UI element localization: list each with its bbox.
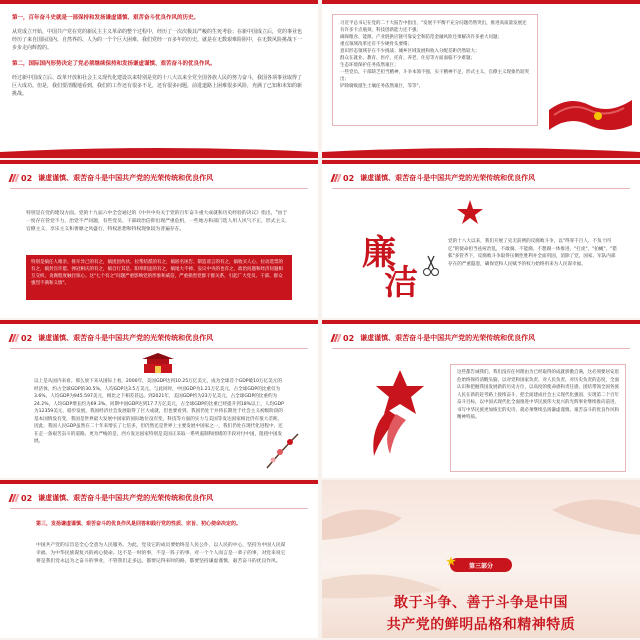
resolution-text: 特别是在党的建设方面。党的十九届六中全会通过的《中共中央关于党的百年奋斗重大成就和历史经验的决议》指出，"由于一度存在管党不力、治党不严问题，有些党员、干部政治信仰出现严重危机，一些地方和部门选人用人风气不正，形式主义、官僚主义、享乐主义和奢靡之风盛行，特权思想和特权现象较为普遍存在。 <box>26 211 290 232</box>
red-star-icon <box>457 200 483 224</box>
scissors-icon <box>422 255 440 277</box>
chevron-bars-icon <box>10 494 18 502</box>
plum-blossom-decoration <box>262 430 302 470</box>
quote-item-6: 生态环境保护任务依然艰巨； <box>340 63 399 68</box>
part-label: 第三部分 <box>468 562 493 570</box>
slide-1-body <box>12 14 306 98</box>
quote-item-7: 一些党员、干部缺乏担当精神，斗争本领不强，实干精神不足，形式主义、官僚主义现象仍较突出； <box>340 70 529 82</box>
section-header <box>10 170 213 186</box>
seven-problems-box <box>26 255 292 300</box>
tiananmen-icon <box>140 352 176 374</box>
section-header <box>10 330 213 346</box>
quote-item-3: 重点领域改革还有不少硬骨头要啃； <box>340 42 412 47</box>
section-title-line-2: 共产党的鲜明品格和精神特质 <box>386 617 576 633</box>
top-bar <box>0 160 318 164</box>
header-divider <box>10 508 308 509</box>
quote-item-2: 确保粮食、能源、产业链供应链可靠安全和防范金融风险还须解决许多重大问题； <box>340 35 502 40</box>
chevron-bars-icon <box>10 174 18 182</box>
section-number: 02 <box>10 334 32 343</box>
point-1-heading: 第一，百年奋斗史就是一部保持和发扬谦虚谨慎、艰苦奋斗优良作风的历史。 <box>12 15 200 21</box>
point-2-text: 经过新中国成立后、改革开放和社会主义现代化建设以来特别是党的十八大以来全党全国各族人民的努力奋斗，我国各项事业取得了巨大成功。但是，我们要清醒地看到，我们的工作还有很多不足，还有很多问题，前进道路上困难很多风险，充满了已知和未知的新挑战。 <box>12 75 303 97</box>
slide-1[interactable] <box>0 0 318 158</box>
point-1-text: 从党成立开始，中国共产党在党的新民主主义革命的整个过程中，经历了一次次极其严峻的生死考验；在新中国成立后，党的事业也经历了来自国际国内、自然界的、人为的一个个巨大困难，我们党经一百多年的历史，就是在无数艰难险阻中，在无数风险挑战下一步步走向辉煌的。 <box>12 29 303 51</box>
seven-problems-text: 特别是搞任人唯亲、排斥异己的有之，搞团团伙伙、拉帮结派的有之，搞匿名诬告、制造谣言的有之，搞收买人心、拉动选票的有之，搞封官许愿、弹冠相庆的有之，搞自行其是、阳奉阴违的有之，搞尾大不掉、妄议中央的也有之，政治问题和经济问题相互交织，贪腐程度触目惊心。这"七个有之"问题严重影响党的形象和威信，严重损害党群干群关系，引起广大党员、干部、群众强烈不满和义愤"。 <box>31 260 283 286</box>
self-reflection-text: 这些都告诫我们，我们没有任何理由为已经取得的成就骄傲自满，这必须要居安思危始终保持清醒头脑，以对党和国家负责、对人民负责、对历史负责的态度，全面认识和把握我国发展新的历史方位，以高度的使命感和责任感，团结带领全国各族人民在新的赶考路上接续奋斗，把全面建成社会主义现代化强国、实现第二个百年奋斗目标，以中国式现代化全面推进中华民族伟大复兴的光辉事业继续推向前进，书写中华民族更加恢宏的史诗，就必须继续弘扬谦虚谨慎、艰苦奋斗的优良作风和精神特质。 <box>457 370 619 420</box>
header-divider <box>10 188 308 189</box>
part-badge <box>450 558 512 572</box>
bottom-wave <box>322 142 640 158</box>
point-3-text: 中国共产党的宗旨是全心全意为人民服务。为此，党及它的成员要始终是人民公仆，以人民的中心，坚持为中国人民谋幸福、为中华民族谋复兴的初心使命。这不是一时的事，不是一阵子的事，对一个个人而言是一辈子的事，对党来说它将是我们党永远为之奋斗的事业，不管我们走多远，都要记得来时的路，都要坚持谦虚谨慎、艰苦奋斗的优良作风。 <box>36 543 286 564</box>
section-title-line-1: 敢于斗争、善于斗争是中国 <box>394 595 568 611</box>
point-3-heading: 第三，发扬谦虚谨慎、艰苦奋斗的优良作风是回答和践行党的性质、宗旨、初心使命决定的。 <box>36 521 242 527</box>
gold-star-icon <box>446 556 456 566</box>
calligraphy-char-1: 廉 <box>362 233 396 273</box>
section-number: 02 <box>10 174 32 183</box>
quote-box <box>332 14 538 126</box>
calligraphy-char-2: 洁 <box>384 263 418 303</box>
anti-corruption-text: 党的十八大以来，我们开展了史无前例的反腐败斗争，以"得罪千百人、不负十四亿"的使命担当祛疴治乱，不敢腐、不能腐、不想腐一体推进，"打虎"、"拍蝇"、"猎狐"多管齐下，反腐败斗争取得压倒性胜利并全面巩固，消除了党、国家、军队内部存在的严重隐患，确保党和人民赋予的权力始终用来为人民谋幸福。 <box>448 239 617 267</box>
top-bar <box>322 160 640 164</box>
slide-8[interactable] <box>322 480 640 638</box>
warning-text-box <box>450 364 626 472</box>
top-bar <box>322 0 640 4</box>
slide-2[interactable] <box>322 0 640 158</box>
top-bar <box>0 0 318 4</box>
section-title: 谦虚谨慎、艰苦奋斗是中国共产党的光荣传统和优良作风 <box>38 174 214 182</box>
slide-6[interactable] <box>322 320 640 478</box>
quote-item-5: 群众在就业、教育、医疗、托育、养老、住房等方面面临不少难题； <box>340 56 475 61</box>
section-header <box>332 170 535 186</box>
top-bar <box>0 480 318 484</box>
chevron-bars-icon <box>332 334 340 342</box>
section-title: 谦虚谨慎、艰苦奋斗是中国共产党的光荣传统和优良作风 <box>38 334 214 342</box>
shooting-star-icon <box>360 368 440 458</box>
section-title: 谦虚谨慎、艰苦奋斗是中国共产党的光荣传统和优良作风 <box>360 174 536 182</box>
gdp-comparison-text: 以上是从国内来看。那么放下来从国际上看，2000年，美国GDP达到10.25万亿美元，成为全球首个GDP破10万亿美元的经济体，约占全球GDP的30.5%。人均GDP达3.5万美元。与此同时，中国GDP为1.21万亿美元，占全球GDP的比重仅为3.6%，人均GDP为945.597美元，相比之下相差甚远。到2021年，美国GDP约为23万亿美元，占全球GDP的比重约为24.2%，人均GDP增长约为69.3%。同期中国GDP达到17.7万亿美元，占全球GDP的比重已经提升到18%以上，人均GDP为12359美元，稳步发展。我国经济社会发展取得了巨大成就，但也要看到，我国仍处于并将长期处于社会主义初级阶段的基本国情没有变，我国是世界最大发展中国家的国际地位没有变，科技等方面的实力与美国等发达国家相比仍有很大差距。因此，我国人民GDP虽然在二十年来增长了七倍多，但仍然还是世界上主要发展中国家之一，我们仍处在现代化进程中，还在走一条艰苦奋斗的道路。更为严峻的是，西方发达国家特别是美国正采取一系列遏制和围堵的手段对付中国，阻挠中国发展。 <box>34 379 284 444</box>
chevron-bars-icon <box>10 334 18 342</box>
point-2-heading: 第二，国际国内形势决定了党必须继续保持和发扬谦虚谨慎、艰苦奋斗的优良作风。 <box>12 61 216 67</box>
chevron-bars-icon <box>332 174 340 182</box>
bottom-wave <box>0 142 318 158</box>
party-flag-decoration <box>544 70 634 140</box>
section-header <box>332 330 535 346</box>
top-bar <box>322 320 640 324</box>
slide-5[interactable] <box>0 320 318 478</box>
section-number: 02 <box>10 494 32 503</box>
header-divider <box>332 188 630 189</box>
section-title: 谦虚谨慎、艰苦奋斗是中国共产党的光荣传统和优良作风 <box>38 494 214 502</box>
quote-item-1: 习近平总书记在党的二十大报告中指出，"发展不平衡不充分问题仍然突出，推进高质量发展还有许多卡点瓶颈，科技创新能力还不强； <box>340 21 527 33</box>
top-bar <box>0 320 318 324</box>
slide-3[interactable] <box>0 160 318 318</box>
section-title: 谦虚谨慎、艰苦奋斗是中国共产党的光荣传统和优良作风 <box>360 334 536 342</box>
section-header <box>10 490 213 506</box>
header-divider <box>332 348 630 349</box>
quote-item-4: 意识形态领域存在不少挑战；城乡区域发展和收入分配差距仍然较大； <box>340 49 480 54</box>
header-divider <box>10 348 308 349</box>
section-number: 02 <box>332 174 354 183</box>
slide-4[interactable] <box>322 160 640 318</box>
section-number: 02 <box>332 334 354 343</box>
quote-item-8: 铲除腐败滋生土壤任务依然艰巨，等等"。 <box>340 84 424 89</box>
slide-7[interactable] <box>0 480 318 638</box>
